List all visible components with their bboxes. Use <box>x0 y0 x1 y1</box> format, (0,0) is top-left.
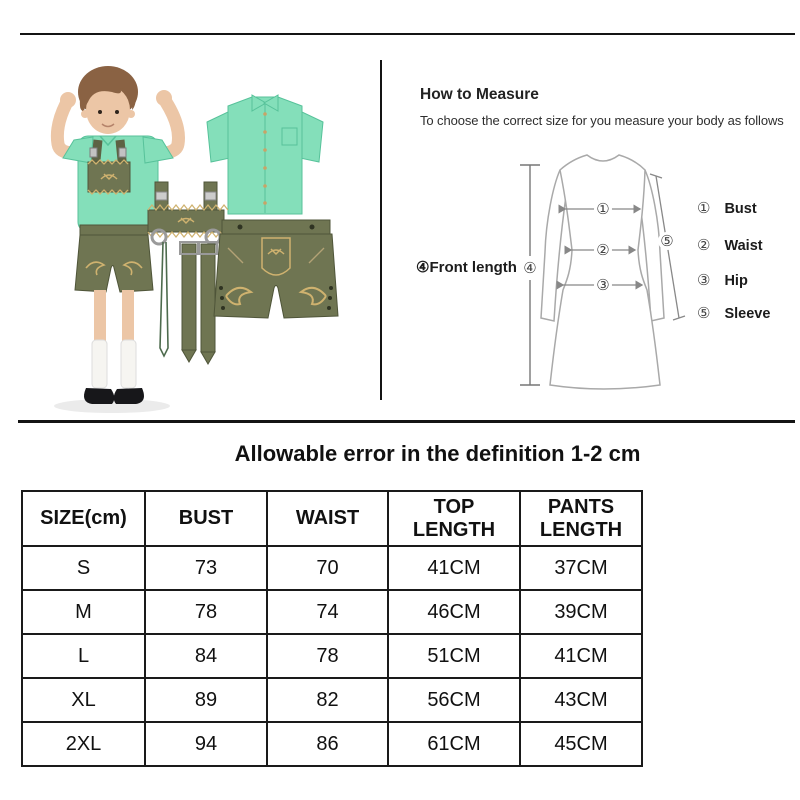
top-length-cell: 56CM <box>388 678 520 722</box>
boy-right-fist <box>156 90 172 106</box>
hip-legend-num: ③ <box>697 272 711 289</box>
shirt-product-photo <box>207 95 323 214</box>
col-header-bust: BUST <box>145 491 267 546</box>
size-cell: S <box>22 546 145 590</box>
shirt-left-sleeve <box>207 111 230 162</box>
buckle-right <box>119 148 126 157</box>
boy-left-eye <box>98 110 102 114</box>
shorts-product-photo <box>214 220 338 318</box>
col-header-pants-length: PANTS LENGTH <box>520 491 642 546</box>
col-header-waist: WAIST <box>267 491 388 546</box>
waist-marker: ② <box>596 242 610 259</box>
harness-zigzag-bottom <box>148 232 228 237</box>
waistband-button-left <box>238 225 243 230</box>
size-row-s <box>22 546 642 590</box>
front-length-marker: ④ <box>523 260 537 277</box>
how-to-measure-title: How to Measure <box>420 86 539 103</box>
hip-marker: ③ <box>596 277 610 294</box>
waist-legend-label: Waist <box>724 238 763 254</box>
boy-left-leg <box>94 290 106 342</box>
top-length-cell: 51CM <box>388 634 520 678</box>
boy-bib-panel <box>88 162 130 192</box>
pants-length-cell: 37CM <box>520 546 642 590</box>
bust-cell: 73 <box>145 546 267 590</box>
harness-buckle-right <box>205 192 216 200</box>
legend-waist <box>697 236 763 255</box>
waistband-button-right <box>310 225 315 230</box>
boy-right-eye <box>115 110 119 114</box>
pants-length-cell: 41CM <box>520 634 642 678</box>
legend-bust <box>697 199 757 218</box>
straps-product-photo <box>160 242 217 364</box>
pants-length-cell: 43CM <box>520 678 642 722</box>
size-row-m <box>22 590 642 634</box>
waist-legend-num: ② <box>697 237 711 254</box>
product-photo-collage <box>0 40 390 420</box>
boy-left-ear <box>81 110 89 118</box>
col-header-size: SIZE(cm) <box>22 491 145 546</box>
bust-cell: 89 <box>145 678 267 722</box>
front-length-label: ④Front length <box>416 259 517 276</box>
bust-legend-label: Bust <box>724 201 757 217</box>
belt-tip-2 <box>201 352 215 364</box>
boy-left-sock <box>92 340 107 388</box>
top-divider <box>20 33 795 35</box>
bust-marker: ① <box>596 201 610 218</box>
belt-strap-2 <box>201 244 215 352</box>
boy-waistband <box>80 225 148 236</box>
boy-right-shoe <box>114 388 144 404</box>
bust-cell: 84 <box>145 634 267 678</box>
belt-tip-1 <box>182 350 196 362</box>
boy-left-shoe <box>84 388 114 404</box>
sleeve-legend-label: Sleeve <box>724 306 771 322</box>
legend-hip <box>697 271 748 290</box>
lacing-cord <box>160 242 168 356</box>
shirt-right-sleeve <box>300 111 323 162</box>
size-row-2xl <box>22 722 642 766</box>
size-cell: M <box>22 590 145 634</box>
pants-length-cell: 39CM <box>520 590 642 634</box>
waist-cell: 78 <box>267 634 388 678</box>
boy-right-leg <box>122 290 134 342</box>
boy-model-photo <box>54 66 179 413</box>
boy-left-fist <box>60 92 76 108</box>
bust-legend-num: ① <box>697 200 711 217</box>
size-table-header-row <box>22 491 642 546</box>
waist-cell: 86 <box>267 722 388 766</box>
waist-cell: 74 <box>267 590 388 634</box>
belt-strap-1 <box>182 244 196 350</box>
shorts-front-flap <box>262 238 290 275</box>
how-to-measure-subtitle: To choose the correct size for you measure your body as follows <box>420 113 784 128</box>
col-header-top-length: TOP LENGTH <box>388 491 520 546</box>
size-row-xl <box>22 678 642 722</box>
bust-cell: 78 <box>145 590 267 634</box>
hip-legend-label: Hip <box>724 273 748 289</box>
waist-cell: 70 <box>267 546 388 590</box>
legend-sleeve <box>697 304 770 323</box>
top-length-cell: 41CM <box>388 546 520 590</box>
top-length-cell: 46CM <box>388 590 520 634</box>
size-tolerance-note: Allowable error in the definition 1-2 cm <box>234 441 641 466</box>
buckle-left <box>90 148 97 157</box>
top-length-cell: 61CM <box>388 722 520 766</box>
boy-right-ear <box>127 110 135 118</box>
size-cell: XL <box>22 678 145 722</box>
waist-cell: 82 <box>267 678 388 722</box>
size-cell: 2XL <box>22 722 145 766</box>
boy-right-sock <box>121 340 136 388</box>
boy-shorts <box>75 235 153 292</box>
boy-right-sleeve <box>143 137 173 163</box>
size-cell: L <box>22 634 145 678</box>
harness-product-photo <box>148 182 228 244</box>
size-row-l <box>22 634 642 678</box>
section-divider <box>18 420 795 423</box>
size-table <box>21 490 643 767</box>
pants-length-cell: 45CM <box>520 722 642 766</box>
sleeve-legend-num: ⑤ <box>697 305 711 322</box>
sleeve-marker: ⑤ <box>660 233 674 250</box>
bust-cell: 94 <box>145 722 267 766</box>
dress-outline <box>541 155 664 389</box>
boy-left-sleeve <box>63 137 93 163</box>
dress-body <box>550 155 660 389</box>
harness-buckle-left <box>156 192 167 200</box>
